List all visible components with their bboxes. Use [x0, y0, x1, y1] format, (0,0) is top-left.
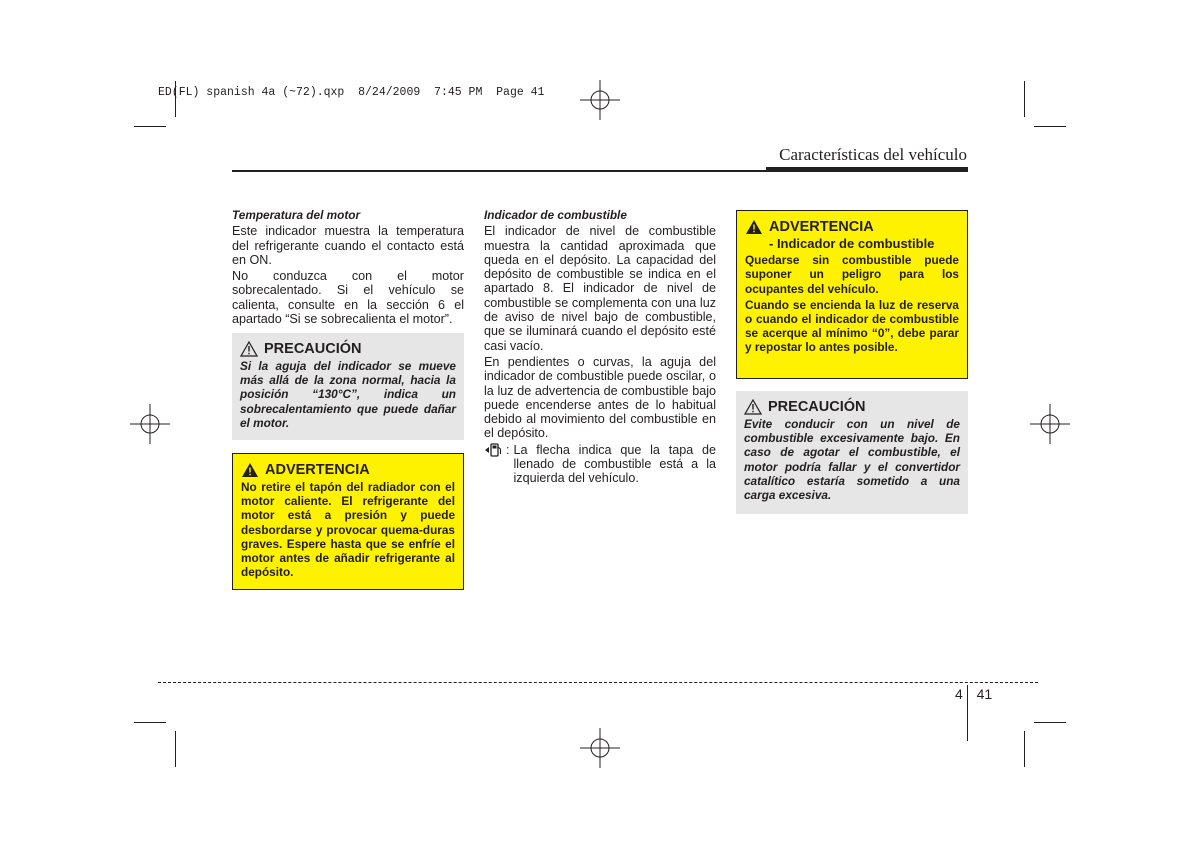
print-slug: ED(FL) spanish 4a (~72).qxp 8/24/2009 7:45 PM Page 41	[158, 86, 545, 99]
crop-mark	[1034, 722, 1066, 723]
warning-icon	[241, 462, 259, 478]
warning-title	[745, 219, 959, 235]
heading-engine-temperature: Temperatura del motor	[232, 208, 361, 222]
warning-icon	[745, 219, 763, 235]
registration-mark-top	[580, 80, 620, 120]
crop-mark	[134, 722, 166, 723]
warning-subtitle: - Indicador de combustible	[769, 236, 935, 251]
page-number	[955, 686, 992, 702]
footer-dotted-rule	[158, 682, 1038, 683]
chapter-number: 4	[955, 686, 963, 702]
warning-text: Quedarse sin combustible puede suponer un peligro para los ocupantes del vehículo.	[745, 253, 959, 296]
caution-box-low-fuel	[736, 391, 968, 514]
section-title: Características del vehículo	[779, 145, 967, 164]
caution-title-text: PRECAUCIÓN	[768, 398, 866, 415]
caution-icon	[240, 341, 258, 357]
warning-title	[241, 462, 455, 478]
caution-text: Si la aguja del indicador se mueve más allá de la zona normal, hacia la posición “130°C”, indica un sobrecalentamiento que puede dañar el motor.	[240, 359, 456, 430]
note-prefix: :	[506, 442, 510, 457]
heading-fuel-gauge: Indicador de combustible	[484, 208, 627, 222]
warning-text: No retire el tapón del radiador con el motor caliente. El refrigerante del motor está a presión y puede desbordarse y provocar quema-duras graves. Espere hasta que se enfríe el motor antes de añadir refrigerante al depósito.	[241, 480, 455, 580]
caution-title	[240, 341, 456, 357]
paragraph: El indicador de nivel de combustible muestra la cantidad aproximada que queda en el depósito. La capacidad del depósito de combustible se indica en el apartado 8. El indicador de nivel de combustible se complementa con una luz de aviso de nivel bajo de combustible, que se iluminará cuando el depósito esté casi vacío.	[484, 224, 716, 353]
caution-box-overheating	[232, 333, 464, 440]
page-number-separator	[967, 685, 968, 741]
page-index: 41	[976, 686, 993, 702]
column-engine-temperature	[232, 208, 464, 328]
warning-box-radiator	[232, 453, 464, 590]
registration-mark-right	[1030, 404, 1070, 444]
crop-mark	[1024, 731, 1025, 767]
caution-text: Evite conducir con un nivel de combustible excesivamente bajo. En caso de agotar el combustible, el motor podría fallar y el convertidor catalítico estaría sometido a una carga excesiva.	[744, 417, 960, 503]
caution-title	[744, 399, 960, 415]
warning-text: Cuando se encienda la luz de reserva o cuando el indicador de combustible se acerque al mínimo “0”, debe parar y repostar lo antes posible.	[745, 297, 959, 355]
warning-title-text: ADVERTENCIA	[265, 461, 370, 478]
crop-mark	[175, 731, 176, 767]
header-rule-accent	[766, 167, 968, 172]
paragraph: Este indicador muestra la temperatura del refrigerante cuando el contacto está en ON.	[232, 224, 464, 267]
crop-mark	[134, 126, 166, 127]
registration-mark-left	[130, 404, 170, 444]
paragraph: No conduzca con el motor sobrecalentado. Si el vehículo se calienta, consulte en la sección 6 el apartado “Si se sobrecalienta el motor”.	[232, 269, 464, 327]
fuel-pump-icon	[484, 443, 502, 486]
column-fuel-gauge	[484, 208, 716, 486]
note-text: La flecha indica que la tapa de llenado de combustible está a la izquierda del vehículo.	[513, 442, 716, 486]
crop-mark	[1034, 126, 1066, 127]
warning-title-text: ADVERTENCIA	[769, 218, 874, 235]
warning-box-fuel	[736, 210, 968, 379]
caution-title-text: PRECAUCIÓN	[264, 340, 362, 357]
crop-mark	[1024, 81, 1025, 117]
paragraph: En pendientes o curvas, la aguja del indicador de combustible puede oscilar, o la luz de advertencia de combustible bajo puede encenderse antes de lo habitual debido al movimiento del combustible en el depósito.	[484, 354, 716, 441]
fuel-door-note	[484, 443, 716, 486]
registration-mark-bottom	[580, 728, 620, 768]
caution-icon	[744, 399, 762, 415]
